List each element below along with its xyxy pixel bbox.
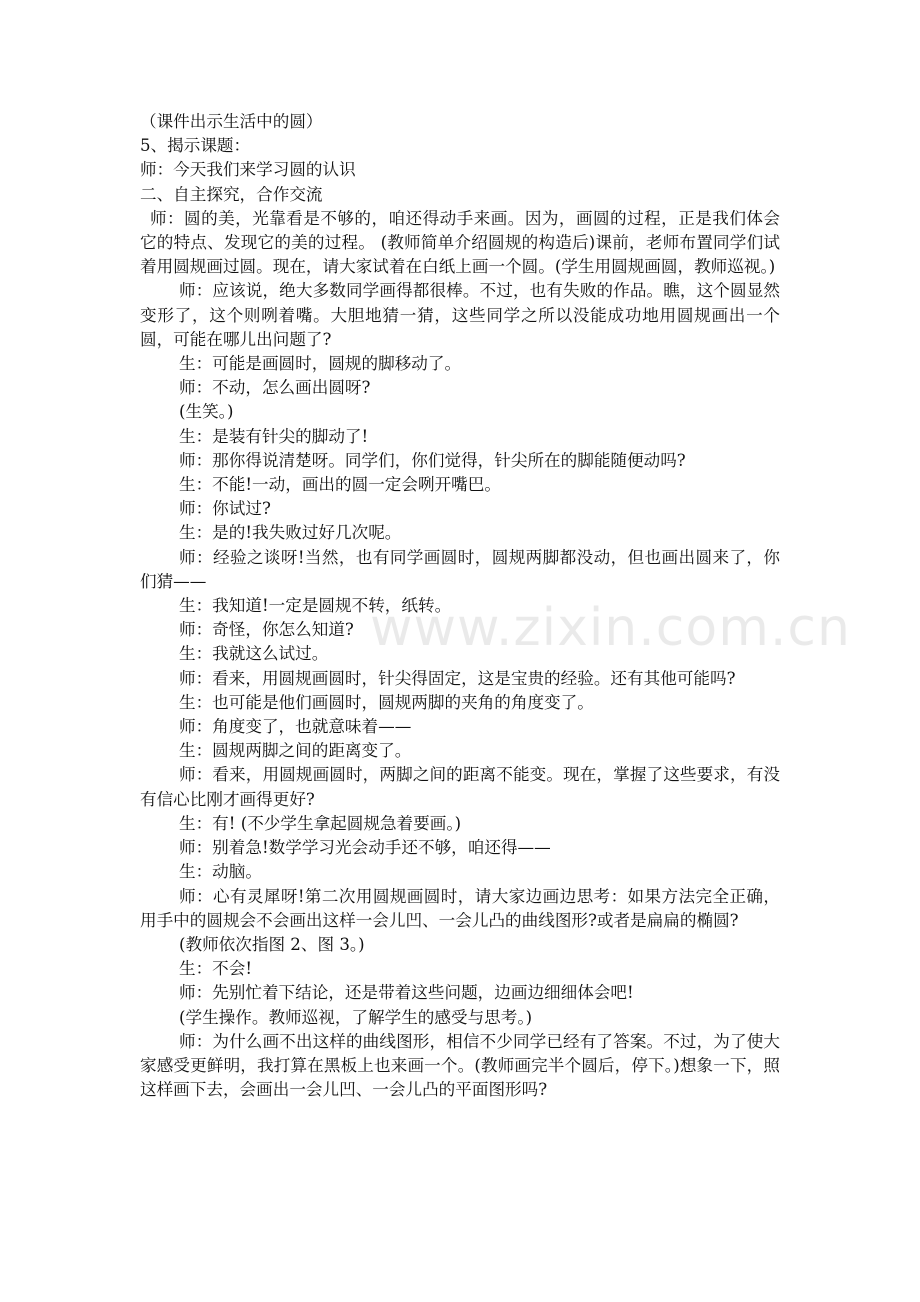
paragraph: 生：有! (不少学生拿起圆规急着要画。) — [179, 813, 462, 833]
paragraph: 生：不会! — [179, 959, 253, 979]
paragraph: 生：不能!一动，画出的圆一定会咧开嘴巴。 — [179, 475, 501, 495]
paragraph: 师：角度变了，也就意味着—— — [179, 717, 412, 737]
paragraph: (教师依次指图 2、图 3。) — [179, 934, 365, 954]
paragraph: 师：心有灵犀呀!第二次用圆规画圆时，请大家边画边思考：如果方法完全正确，用手中的圆规会不会画出这样一会儿凹、一会儿凸的曲线图形?或者是扁扁的椭圆? — [140, 886, 780, 930]
paragraph: (学生操作。教师巡视，了解学生的感受与思考。) — [179, 1007, 533, 1027]
section-heading: 二、自主探究，合作交流 — [140, 184, 323, 204]
header-line: （课件出示生活中的圆） — [140, 112, 323, 131]
paragraph: 师：应该说，绝大多数同学画得都很棒。不过，也有失败的作品。瞧，这个圆显然变形了，这个则咧着嘴。大胆地猜一猜，这些同学之所以没能成功地用圆规画出一个圆，可能在哪儿出问题了? — [140, 281, 780, 349]
paragraph: 师：看来，用圆规画圆时，针尖得固定，这是宝贵的经验。还有其他可能吗? — [179, 668, 736, 688]
paragraph: 生：我知道!一定是圆规不转，纸转。 — [179, 596, 452, 616]
paragraph: 生：圆规两脚之间的距离变了。 — [179, 741, 412, 761]
document-body — [140, 110, 780, 1102]
paragraph: 师：圆的美，光靠看是不够的，咱还得动手来画。因为，画圆的过程，正是我们体会它的特点、发现它的美的过程。 (教师简单介绍圆规的构造后)课前，老师布置同学们试着用圆规画过圆。现在，请大家试着在白纸上画一个圆。(学生用圆规画圆，教师巡视。) — [140, 208, 780, 277]
paragraph: 生：也可能是他们画圆时，圆规两脚的夹角的角度变了。 — [179, 692, 594, 712]
paragraph: 师：先别忙着下结论，还是带着这些问题，边画边细细体会吧! — [179, 983, 634, 1003]
paragraph: 生：可能是画圆时，圆规的脚移动了。 — [179, 354, 462, 374]
paragraph: 师：你试过? — [179, 499, 271, 519]
paragraph: 师：奇怪，你怎么知道? — [179, 620, 354, 640]
paragraph: 生：是装有针尖的脚动了! — [179, 426, 369, 446]
paragraph: (生笑。) — [179, 402, 234, 422]
watermark: www.zixin.com.cn — [370, 598, 851, 658]
paragraph: 生：动脑。 — [179, 862, 262, 882]
header-line: 5、揭示课题： — [140, 136, 251, 156]
paragraph: 师：看来，用圆规画圆时，两脚之间的距离不能变。现在，掌握了这些要求，有没有信心比刚才画得更好? — [140, 765, 780, 809]
paragraph: 师：为什么画不出这样的曲线图形，相信不少同学已经有了答案。不过，为了使大家感受更鲜明，我打算在黑板上也来画一个。(教师画完半个圆后，停下。)想象一下，照这样画下去，会画出一会儿凹、一会儿凸的平面图形吗? — [140, 1031, 780, 1100]
paragraph: 生：我就这么试过。 — [179, 644, 329, 664]
paragraph: 师：不动，怎么画出圆呀? — [179, 378, 371, 398]
paragraph: 师：经验之谈呀!当然，也有同学画圆时，圆规两脚都没动，但也画出圆来了，你们猜—— — [140, 547, 780, 591]
paragraph: 师：别着急!数学学习光会动手还不够，咱还得—— — [179, 838, 551, 858]
header-line: 师：今天我们来学习圆的认识 — [140, 160, 356, 180]
paragraph: 生：是的!我失败过好几次呢。 — [179, 523, 402, 543]
paragraph: 师：那你得说清楚呀。同学们，你们觉得，针尖所在的脚能随便动吗? — [179, 450, 686, 470]
